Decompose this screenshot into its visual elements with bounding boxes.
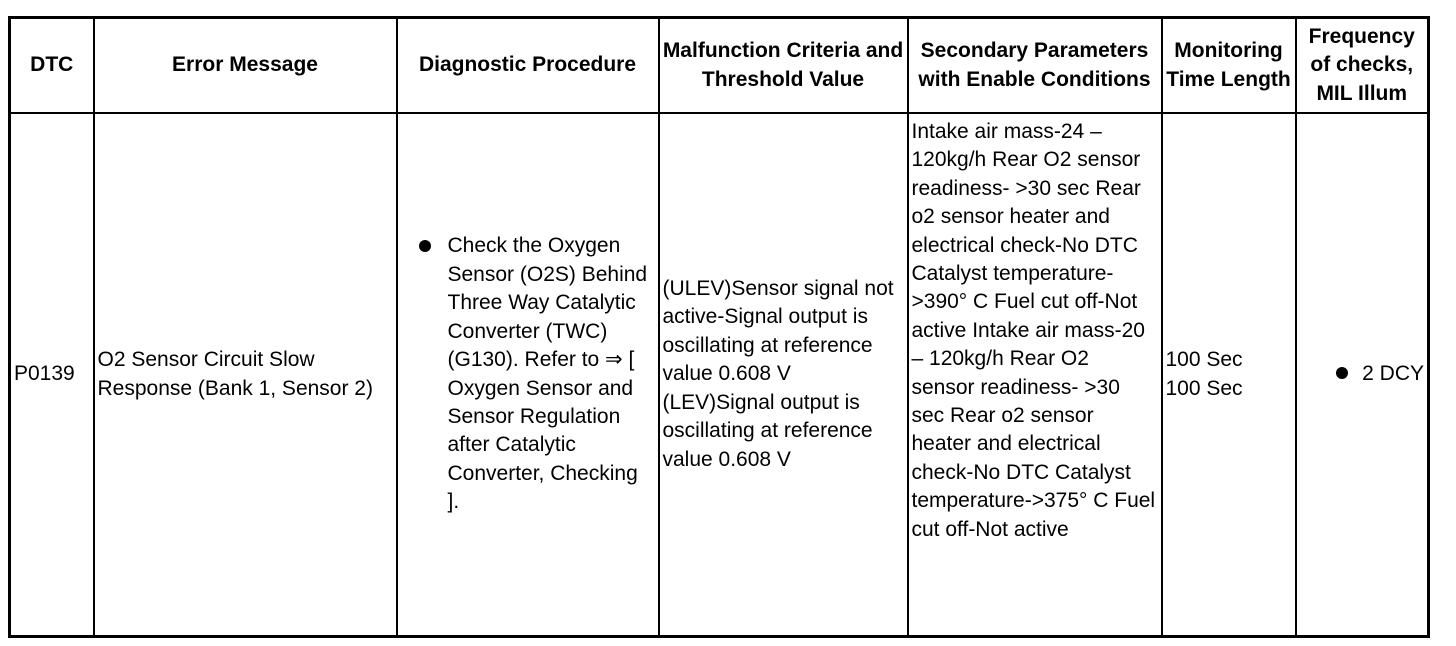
cell-secondary-parameters: Intake air mass-24 – 120kg/h Rear O2 sensor readiness- >30 sec Rear o2 sensor heater and electrical check-No DTC Catalyst temperature->390° C Fuel cut off-Not active Intake air mass-20 – 120kg/h Rear O2 sensor readiness- >30 sec Rear o2 sensor heater and electrical check-No DTC Catalyst temperature->375° C Fuel cut off-Not active xyxy=(908,113,1162,637)
header-row xyxy=(10,18,1429,114)
cell-monitoring-time xyxy=(1162,113,1296,637)
bullet-icon xyxy=(1336,367,1348,379)
procedure-bullet-item xyxy=(419,232,655,516)
header-malfunction-criteria: Malfunction Criteria and Threshold Value xyxy=(659,18,908,114)
dtc-table xyxy=(8,16,1430,638)
procedure-text: Check the Oxygen Sensor (O2S) Behind Three Way Catalytic Converter (TWC) (G130). Refer to ⇒ [ Oxygen Sensor and Sensor Regulation after Catalytic Converter, Checking ]. xyxy=(447,234,648,514)
header-diagnostic-procedure: Diagnostic Procedure xyxy=(397,18,659,114)
frequency-value: 2 DCY xyxy=(1362,362,1424,386)
monitoring-time-value: 100 Sec xyxy=(1165,376,1243,400)
header-dtc: DTC xyxy=(10,18,94,114)
table-row xyxy=(10,113,1429,637)
cell-dtc: P0139 xyxy=(10,113,94,637)
monitoring-time-value: 100 Sec xyxy=(1165,348,1243,372)
header-monitoring-time: Monitoring Time Length xyxy=(1162,18,1296,114)
cell-error-message: O2 Sensor Circuit Slow Response (Bank 1, Sensor 2) xyxy=(94,113,397,637)
bullet-icon xyxy=(419,240,431,252)
header-error-message: Error Message xyxy=(94,18,397,114)
cell-frequency xyxy=(1296,113,1429,637)
cell-malfunction-criteria: (ULEV)Sensor signal not active-Signal output is oscillating at reference value 0.608 V (LEV)Signal output is oscillating at reference value 0.608 V xyxy=(659,113,908,637)
cell-diagnostic-procedure xyxy=(397,113,659,637)
header-secondary-parameters: Secondary Parameters with Enable Conditions xyxy=(908,18,1162,114)
header-frequency: Frequency of checks, MIL Illum xyxy=(1296,18,1429,114)
